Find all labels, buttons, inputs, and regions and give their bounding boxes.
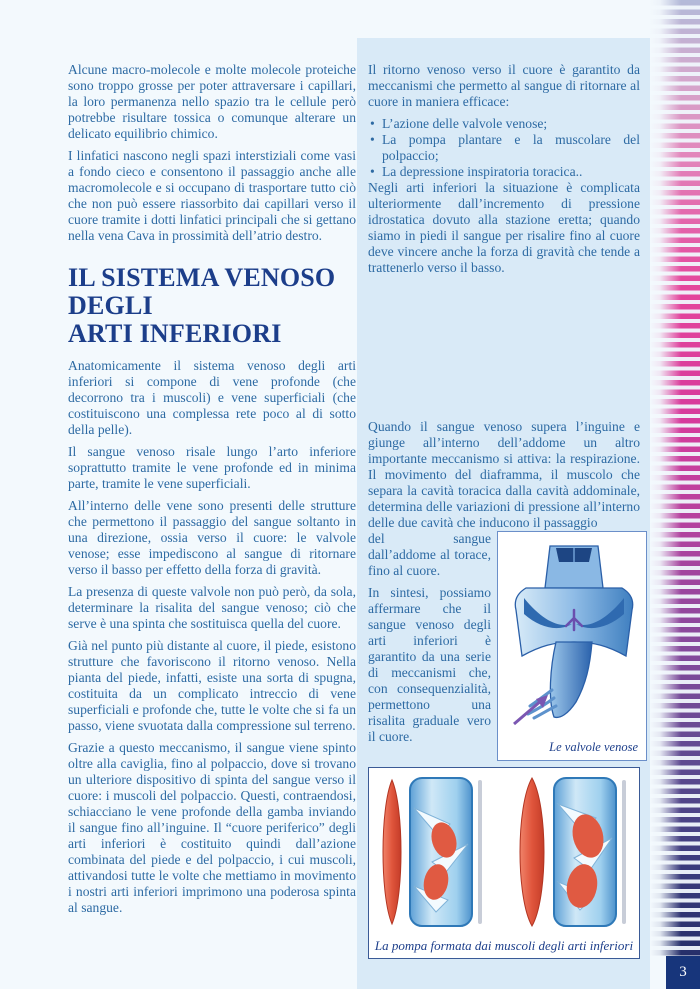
bullet-item: • La depressione inspiratoria toracica.. [368, 164, 640, 180]
title-line-2: DEGLI [68, 291, 153, 320]
bullet-item: • La pompa plantare e la muscolare del polpaccio; [368, 132, 640, 164]
page-title [68, 264, 356, 348]
title-line-1: IL SISTEMA VENOSO [68, 263, 336, 292]
paragraph: Il sangue venoso risale lungo l’arto inferiore soprattutto tramite le vene profonde ed in minima parte, tramite le vene superficiali. [68, 444, 356, 491]
paragraph: All’interno delle vene sono presenti delle strutture che permettono il passaggio del sangue soltanto in una direzione, ossia verso il cuore: le valvole venose; esse impediscono al sangue di ritornare verso il basso per effetto della forza di gravità. [68, 498, 356, 577]
paragraph: Grazie a questo meccanismo, il sangue viene spinto oltre alla caviglia, fino al polpaccio, dove si trovano un ulteriore dispositivo di spinta del sangue verso il cuore: i muscoli del polpaccio. Questi, contraendosi, schiacciano le vene profonde della gamba inviando il sangue fino all’inguine. Il “cuore periferico” degli arti inferiori è costituito quindi dall’azione combinata del piede e del polpaccio, i cui muscoli, attivandosi tutte le volte che mettiamo in movimento i nostri arti inferiori imprimono una poderosa spinta al sangue. [68, 740, 356, 915]
pump-figure-caption: La pompa formata dai muscoli degli arti inferiori [374, 938, 634, 953]
paragraph: In sintesi, possiamo affermare che il sangue venoso degli arti inferiori è garantito da una serie di meccanismi che, con consequenzialità, permettono una risalita graduale vero il cuore. [368, 585, 491, 744]
paragraph: Negli arti inferiori la situazione è complicata ulteriormente dall’incremento di pressione idrostatica dovuto alla stazione eretta; quando siamo in piedi il sangue per risalire fino al cuore deve vincere anche la forza di gravità che tende a trattenerlo verso il basso. [368, 180, 640, 275]
paragraph: del sangue dall’addome al torace, fino al cuore. [368, 531, 491, 578]
paragraph: Già nel punto più distante al cuore, il piede, esistono strutture che favoriscono il ritorno venoso. Nella pianta del piede, infatti, esiste una sorta di spugna, costituita da un complicato intreccio di vene superficiali e profonde che, tutte le volte che si fa un passo, viene svuotata dalla compressione sul terreno. [68, 638, 356, 733]
vein-valve-illustration [502, 538, 642, 733]
muscle-pump-illustration [372, 774, 636, 934]
left-column [68, 62, 356, 916]
right-column-panel [357, 38, 650, 989]
bullet-list [368, 116, 640, 180]
title-line-3: ARTI INFERIORI [68, 319, 282, 348]
paragraph: La presenza di queste valvole non può però, da sola, determinare la risalita del sangue venoso; ciò che serve è una spinta che sostituisca quella del cuore. [68, 584, 356, 631]
paragraph: Il ritorno venoso verso il cuore è garantito da meccanismi che permetto al sangue di ritornare al cuore in maniera efficace: [368, 62, 640, 109]
page-number-badge [666, 956, 700, 989]
paragraph: Quando il sangue venoso supera l’inguine e giunge all’interno dell’addome un altro importante meccanismo si attiva: la respirazione. Il movimento del diaframma, il muscolo che separa la cavità toracica dalla cavità addominale, determina delle variazioni di pressione all’interno delle due cavità che inducono il passaggio [368, 419, 640, 530]
page-number: 3 [679, 964, 687, 980]
muscle-pump-figure-box [368, 767, 640, 959]
valve-figure-box [497, 531, 647, 761]
valve-figure-caption: Le valvole venose [549, 740, 638, 754]
stripe-border-decoration [650, 0, 700, 956]
stripe-fade-overlay [650, 0, 700, 956]
paragraph: Alcune macro-molecole e molte molecole proteiche sono troppo grosse per poter attraversare i capillari, la loro permanenza nello spazio tra le cellule però potrebbe risultare tossica o comunque alterare un delicato equilibrio chimico. [68, 62, 356, 141]
paragraph: I linfatici nascono negli spazi interstiziali come vasi a fondo cieco e consentono il passaggio anche alle macromolecole e si occupano di trasportare tutto ciò che non può essere riassorbito dai capillari verso il cuore tramite i dotti linfatici principali che si gettano nella vena Cava in prossimità dell’atrio destro. [68, 148, 356, 243]
paragraph: Anatomicamente il sistema venoso degli arti inferiori si compone di vene profonde (che decorrono tra i muscoli) e vene superficiali (che costituiscono una complessa rete poco al di sotto della pelle). [68, 358, 356, 437]
bullet-item: • L’azione delle valvole venose; [368, 116, 640, 132]
